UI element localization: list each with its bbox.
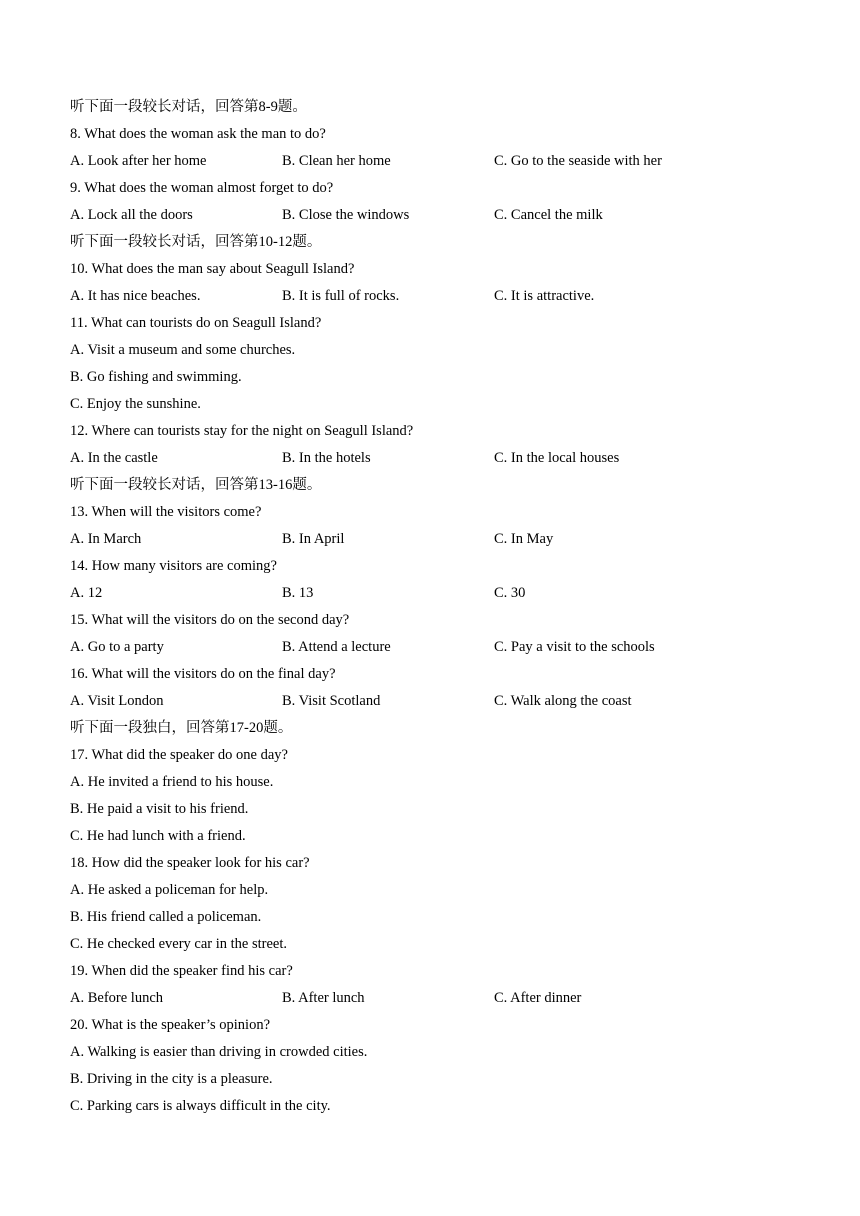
answer-option: B. In the hotels — [282, 450, 371, 466]
answer-option: A. Lock all the doors — [70, 207, 193, 223]
answer-option: B. After lunch — [282, 990, 365, 1006]
answer-option: A. 12 — [70, 585, 103, 601]
question-text: 11. What can tourists do on Seagull Island? — [70, 315, 322, 331]
option-row — [70, 634, 810, 661]
option-row — [70, 202, 810, 229]
question-text: 16. What will the visitors do on the final day? — [70, 666, 336, 682]
section-instruction: 听下面一段独白，回答第17-20题。 — [70, 720, 293, 736]
question-text: 8. What does the woman ask the man to do? — [70, 126, 326, 142]
answer-option: C. In the local houses — [494, 450, 620, 466]
answer-option: C. Pay a visit to the schools — [494, 639, 655, 655]
answer-option: B. He paid a visit to his friend. — [70, 801, 249, 817]
question-text: 12. Where can tourists stay for the night on Seagull Island? — [70, 423, 414, 439]
question-text: 18. How did the speaker look for his car? — [70, 855, 310, 871]
question-text: 9. What does the woman almost forget to do? — [70, 180, 334, 196]
answer-option: B. Driving in the city is a pleasure. — [70, 1071, 273, 1087]
question-text: 10. What does the man say about Seagull Island? — [70, 261, 355, 277]
answer-option: A. It has nice beaches. — [70, 288, 201, 304]
option-row — [70, 283, 810, 310]
answer-option: C. He checked every car in the street. — [70, 936, 287, 952]
answer-option: A. Go to a party — [70, 639, 164, 655]
option-row — [70, 445, 810, 472]
answer-option: A. Look after her home — [70, 153, 207, 169]
answer-option: C. Walk along the coast — [494, 693, 632, 709]
answer-option: C. It is attractive. — [494, 288, 595, 304]
answer-option: C. 30 — [494, 585, 526, 601]
document-body — [70, 94, 810, 1120]
answer-option: A. In March — [70, 531, 142, 547]
question-text: 17. What did the speaker do one day? — [70, 747, 288, 763]
option-row — [70, 580, 810, 607]
answer-option: B. His friend called a policeman. — [70, 909, 262, 925]
option-row — [70, 526, 810, 553]
section-instruction: 听下面一段较长对话，回答第8-9题。 — [70, 99, 307, 115]
answer-option: B. Close the windows — [282, 207, 410, 223]
option-row — [70, 985, 810, 1012]
answer-option: A. Before lunch — [70, 990, 164, 1006]
answer-option: A. Visit London — [70, 693, 164, 709]
answer-option: B. 13 — [282, 585, 314, 601]
answer-option: C. He had lunch with a friend. — [70, 828, 246, 844]
answer-option: B. Attend a lecture — [282, 639, 391, 655]
question-text: 14. How many visitors are coming? — [70, 558, 277, 574]
question-text: 13. When will the visitors come? — [70, 504, 262, 520]
answer-option: C. After dinner — [494, 990, 582, 1006]
answer-option: B. Go fishing and swimming. — [70, 369, 242, 385]
answer-option: C. Parking cars is always difficult in the city. — [70, 1098, 331, 1114]
answer-option: C. Cancel the milk — [494, 207, 603, 223]
answer-option: A. In the castle — [70, 450, 158, 466]
section-instruction: 听下面一段较长对话，回答第13-16题。 — [70, 477, 322, 493]
answer-option: A. Walking is easier than driving in crowded cities. — [70, 1044, 368, 1060]
answer-option: C. Go to the seaside with her — [494, 153, 662, 169]
question-text: 15. What will the visitors do on the second day? — [70, 612, 350, 628]
answer-option: A. He invited a friend to his house. — [70, 774, 274, 790]
answer-option: B. In April — [282, 531, 345, 547]
option-row — [70, 148, 810, 175]
question-text: 20. What is the speaker’s opinion? — [70, 1017, 271, 1033]
answer-option: B. It is full of rocks. — [282, 288, 400, 304]
answer-option: B. Clean her home — [282, 153, 391, 169]
answer-option: A. He asked a policeman for help. — [70, 882, 269, 898]
answer-option: C. In May — [494, 531, 554, 547]
section-instruction: 听下面一段较长对话，回答第10-12题。 — [70, 234, 322, 250]
question-text: 19. When did the speaker find his car? — [70, 963, 293, 979]
answer-option: B. Visit Scotland — [282, 693, 381, 709]
option-row — [70, 688, 810, 715]
answer-option: A. Visit a museum and some churches. — [70, 342, 296, 358]
answer-option: C. Enjoy the sunshine. — [70, 396, 201, 412]
